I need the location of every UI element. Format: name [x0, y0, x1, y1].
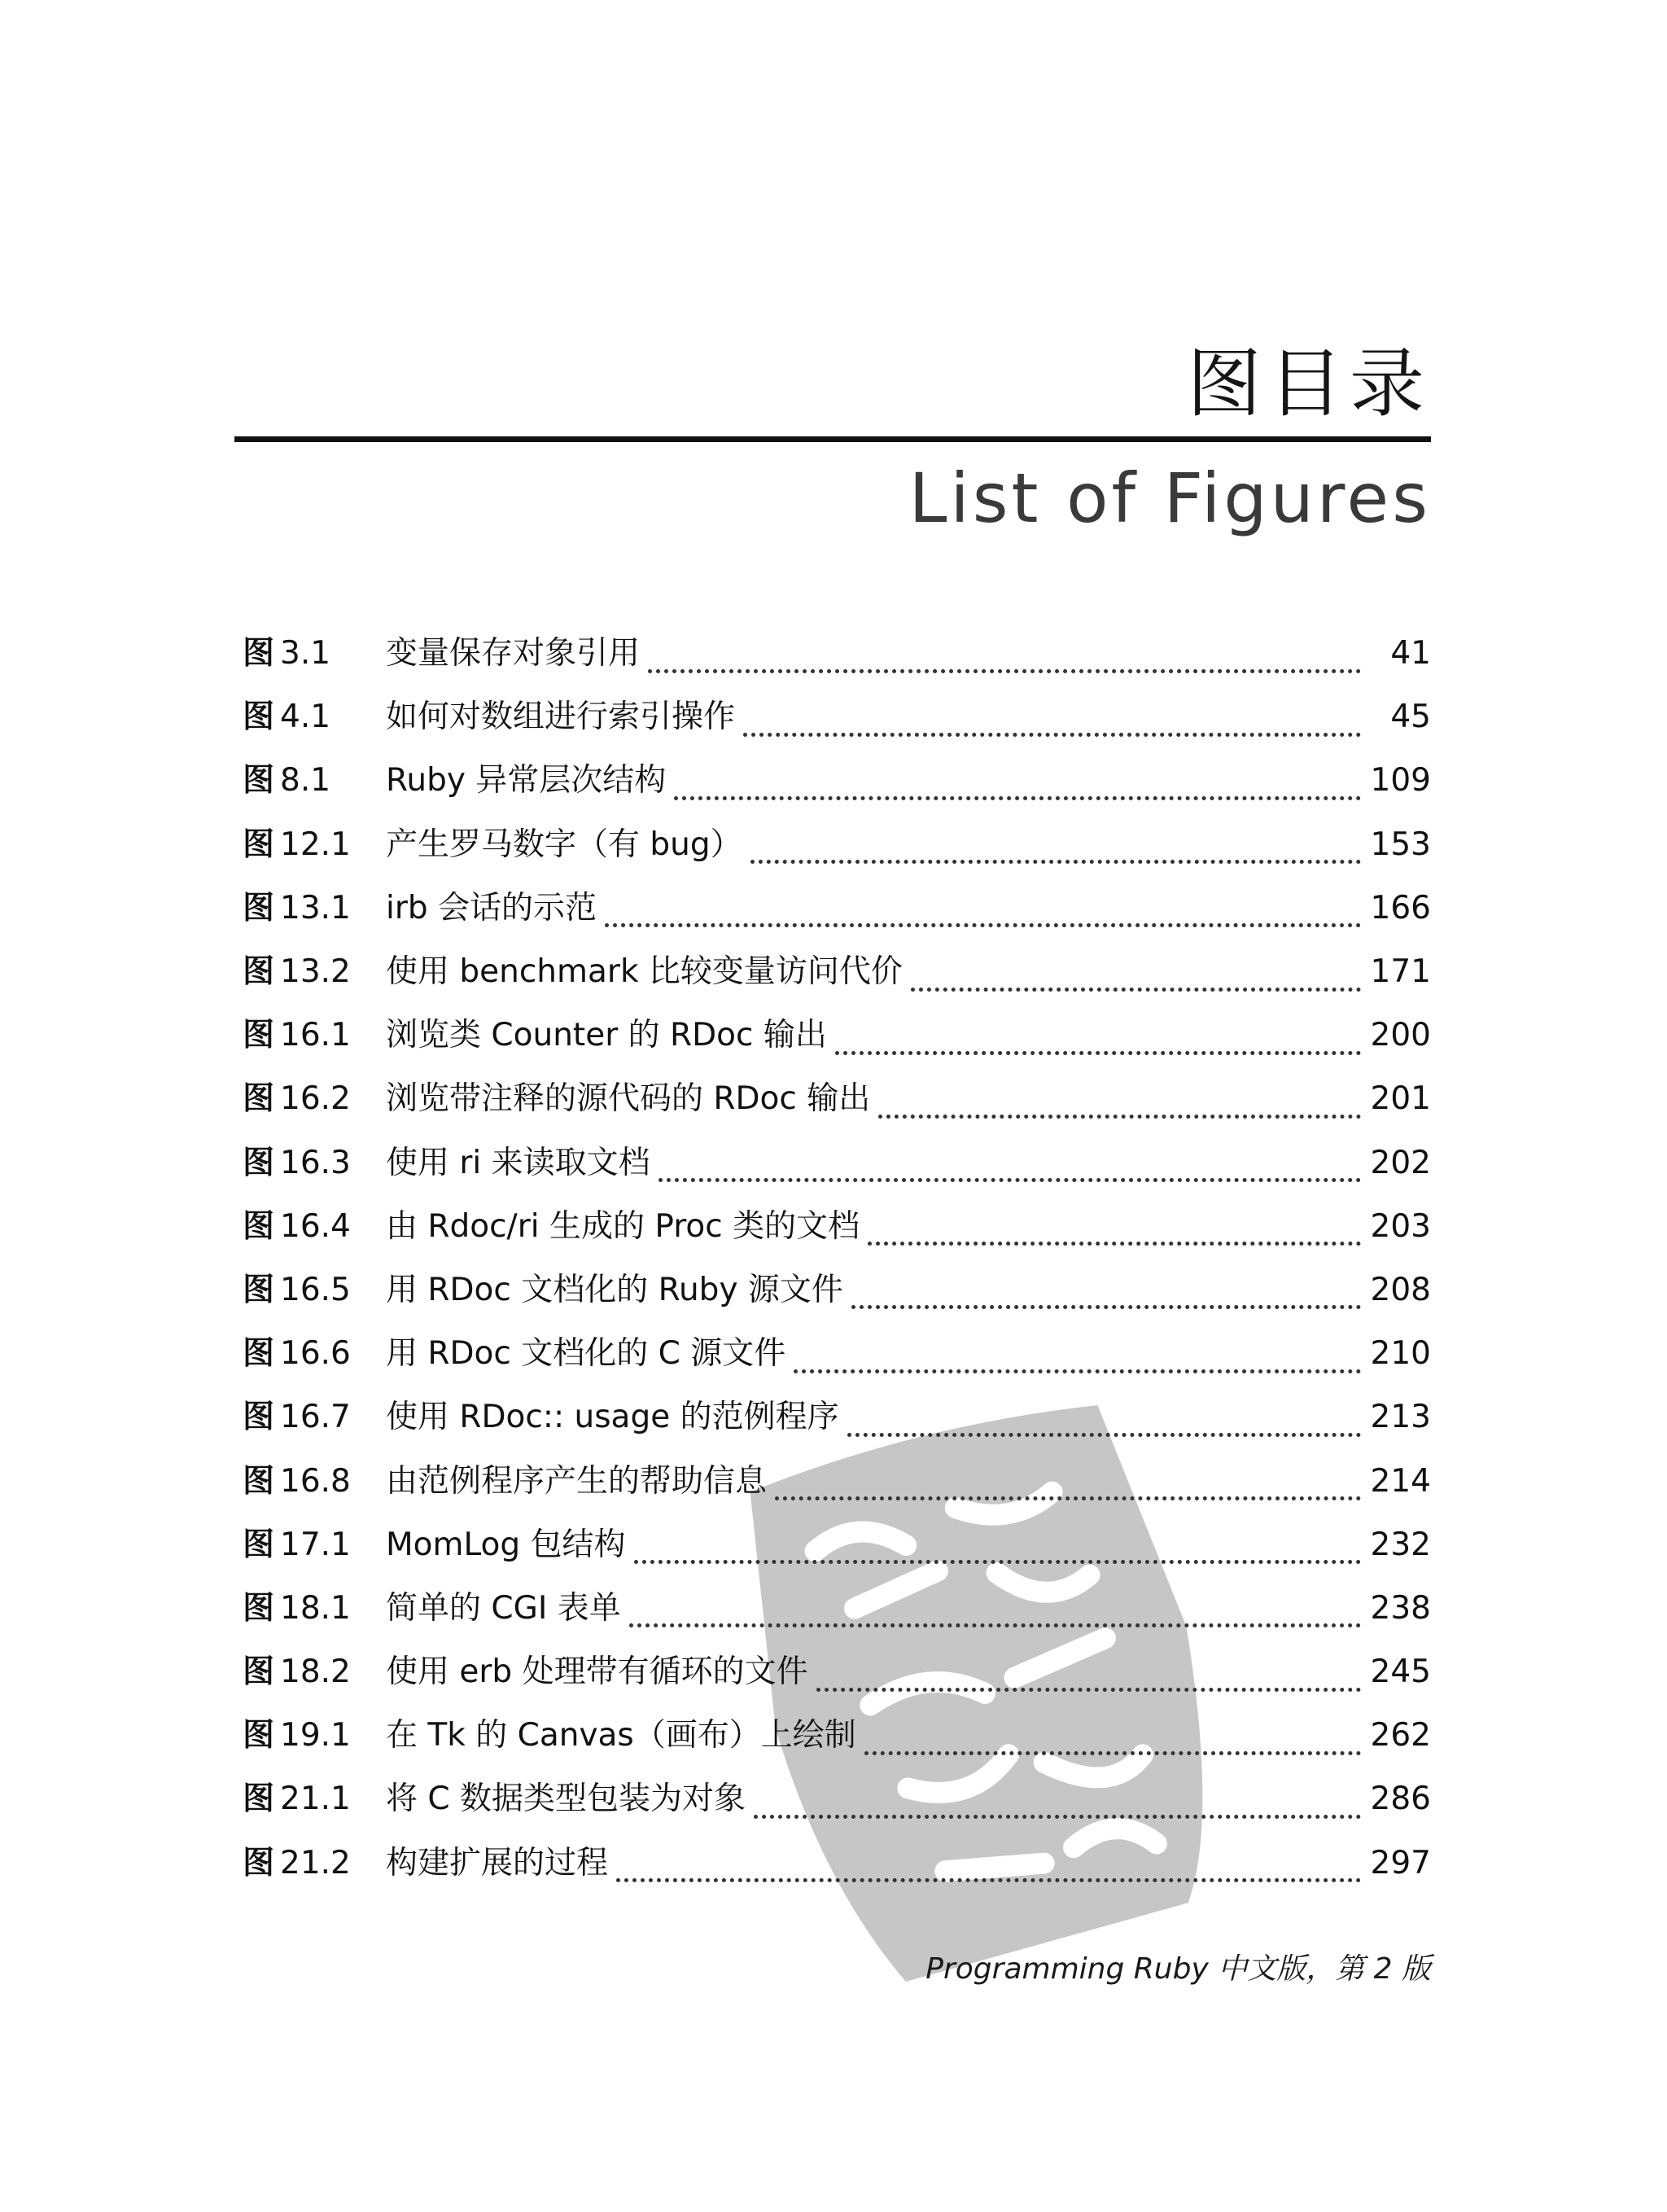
page-number: 213 — [1370, 1399, 1431, 1436]
figure-entry — [243, 1449, 1431, 1513]
figure-prefix: 图 — [243, 826, 275, 863]
figure-title: 构建扩展的过程 — [386, 1844, 609, 1881]
figure-prefix: 图 — [243, 1271, 275, 1308]
figure-entry — [243, 1513, 1431, 1577]
page-number: 109 — [1370, 762, 1431, 799]
figure-number: 18.2 — [280, 1654, 351, 1691]
figure-entry — [243, 1704, 1431, 1767]
figure-title: 用 RDoc 文档化的 C 源文件 — [386, 1335, 786, 1373]
dot-leader — [629, 1602, 1361, 1627]
figure-entry — [243, 622, 1431, 686]
figure-prefix: 图 — [243, 1207, 275, 1245]
page-number: 286 — [1370, 1781, 1431, 1818]
page-number: 200 — [1370, 1017, 1431, 1054]
dot-leader — [878, 1093, 1361, 1119]
book-footer: Programming Ruby 中文版，第 2 版 — [925, 1952, 1431, 1986]
figure-prefix: 图 — [243, 1144, 275, 1181]
figure-number: 13.1 — [280, 889, 351, 926]
figure-number: 16.1 — [280, 1017, 351, 1054]
figure-entry — [243, 1767, 1431, 1831]
figure-entry — [243, 749, 1431, 813]
figure-number: 3.1 — [280, 635, 331, 672]
dot-leader — [851, 1284, 1361, 1309]
figure-title: 使用 RDoc:: usage 的范例程序 — [386, 1399, 839, 1436]
figure-entry — [243, 1832, 1431, 1895]
figure-title: 使用 ri 来读取文档 — [386, 1144, 650, 1181]
figure-prefix: 图 — [243, 1080, 275, 1118]
figure-prefix: 图 — [243, 953, 275, 991]
dot-leader — [754, 1794, 1361, 1819]
figure-prefix: 图 — [243, 1335, 275, 1373]
page-number: 41 — [1390, 635, 1431, 672]
page-number: 210 — [1370, 1335, 1431, 1373]
figure-number: 18.1 — [280, 1589, 351, 1627]
figure-entry — [243, 1322, 1431, 1386]
page-number: 232 — [1370, 1526, 1431, 1563]
dot-leader — [750, 839, 1361, 864]
figure-prefix: 图 — [243, 1717, 275, 1754]
figure-prefix: 图 — [243, 762, 275, 799]
figure-title: 使用 benchmark 比较变量访问代价 — [386, 953, 903, 991]
figure-title: 在 Tk 的 Canvas（画布）上绘制 — [386, 1717, 856, 1754]
page-number: 166 — [1370, 889, 1431, 926]
figure-prefix: 图 — [243, 1781, 275, 1818]
figure-entry — [243, 1132, 1431, 1195]
dot-leader — [616, 1857, 1361, 1882]
dot-leader — [864, 1730, 1361, 1755]
page-number: 262 — [1370, 1717, 1431, 1754]
figure-number: 4.1 — [280, 699, 331, 736]
dot-leader — [835, 1030, 1361, 1055]
figure-title: 简单的 CGI 表单 — [386, 1589, 621, 1627]
dot-leader — [911, 966, 1361, 992]
figure-title: Ruby 异常层次结构 — [386, 762, 667, 799]
figure-number: 21.2 — [280, 1844, 351, 1881]
dot-leader — [816, 1667, 1361, 1692]
figure-title: 浏览类 Counter 的 RDoc 输出 — [386, 1017, 827, 1054]
figure-entry — [243, 1640, 1431, 1704]
figure-title: irb 会话的示范 — [386, 889, 597, 926]
figure-number: 16.7 — [280, 1399, 351, 1436]
figure-prefix: 图 — [243, 1654, 275, 1691]
figure-entry — [243, 813, 1431, 877]
figure-list — [243, 622, 1431, 1895]
figure-prefix: 图 — [243, 1526, 275, 1563]
figure-number: 16.2 — [280, 1080, 351, 1118]
dot-leader — [674, 775, 1361, 800]
figure-entry — [243, 1004, 1431, 1067]
page-title-english: List of Figures — [908, 458, 1431, 538]
figure-title: MomLog 包结构 — [386, 1526, 626, 1563]
page-number: 171 — [1370, 953, 1431, 991]
figure-number: 16.4 — [280, 1207, 351, 1245]
figure-number: 16.5 — [280, 1271, 351, 1308]
figure-title: 浏览带注释的源代码的 RDoc 输出 — [386, 1080, 871, 1118]
figure-entry — [243, 686, 1431, 749]
figure-entry — [243, 1195, 1431, 1259]
page-number: 201 — [1370, 1080, 1431, 1118]
dot-leader — [847, 1412, 1361, 1437]
figure-number: 21.1 — [280, 1781, 351, 1818]
figure-title: 变量保存对象引用 — [386, 635, 641, 672]
dot-leader — [775, 1475, 1361, 1500]
figure-prefix: 图 — [243, 699, 275, 736]
figure-entry — [243, 1259, 1431, 1322]
figure-prefix: 图 — [243, 1399, 275, 1436]
figure-title: 如何对数组进行索引操作 — [386, 699, 736, 736]
dot-leader — [605, 902, 1361, 927]
figure-number: 19.1 — [280, 1717, 351, 1754]
figure-title: 由 Rdoc/ri 生成的 Proc 类的文档 — [386, 1207, 860, 1245]
page-number: 297 — [1370, 1844, 1431, 1881]
figure-title: 由范例程序产生的帮助信息 — [386, 1462, 768, 1500]
dot-leader — [634, 1539, 1361, 1564]
page-number: 203 — [1370, 1207, 1431, 1245]
dot-leader — [658, 1157, 1361, 1182]
dot-leader — [868, 1220, 1361, 1246]
figure-prefix: 图 — [243, 1462, 275, 1500]
figure-title: 用 RDoc 文档化的 Ruby 源文件 — [386, 1271, 843, 1308]
figure-entry — [243, 1577, 1431, 1640]
page-number: 202 — [1370, 1144, 1431, 1181]
figure-prefix: 图 — [243, 1589, 275, 1627]
figure-prefix: 图 — [243, 1844, 275, 1881]
dot-leader — [743, 712, 1361, 737]
figure-number: 13.2 — [280, 953, 351, 991]
figure-title: 将 C 数据类型包装为对象 — [386, 1781, 746, 1818]
figure-prefix: 图 — [243, 1017, 275, 1054]
figure-entry — [243, 877, 1431, 940]
page-number: 214 — [1370, 1462, 1431, 1500]
figure-entry — [243, 1386, 1431, 1449]
page-number: 245 — [1370, 1654, 1431, 1691]
page-number: 238 — [1370, 1589, 1431, 1627]
page-number: 208 — [1370, 1271, 1431, 1308]
dot-leader — [794, 1348, 1361, 1373]
figure-prefix: 图 — [243, 889, 275, 926]
figure-title: 产生罗马数字（有 bug） — [386, 826, 742, 863]
figure-entry — [243, 1067, 1431, 1131]
page-number: 45 — [1390, 699, 1431, 736]
figure-number: 16.8 — [280, 1462, 351, 1500]
figure-entry — [243, 940, 1431, 1004]
dot-leader — [648, 648, 1361, 673]
figure-number: 12.1 — [280, 826, 351, 863]
page-title-chinese: 图目录 — [1186, 340, 1431, 427]
page-number: 153 — [1370, 826, 1431, 863]
figure-number: 16.6 — [280, 1335, 351, 1373]
figure-number: 16.3 — [280, 1144, 351, 1181]
title-divider — [234, 436, 1431, 442]
figure-number: 17.1 — [280, 1526, 351, 1563]
figure-prefix: 图 — [243, 635, 275, 672]
figure-title: 使用 erb 处理带有循环的文件 — [386, 1654, 808, 1691]
figure-number: 8.1 — [280, 762, 331, 799]
